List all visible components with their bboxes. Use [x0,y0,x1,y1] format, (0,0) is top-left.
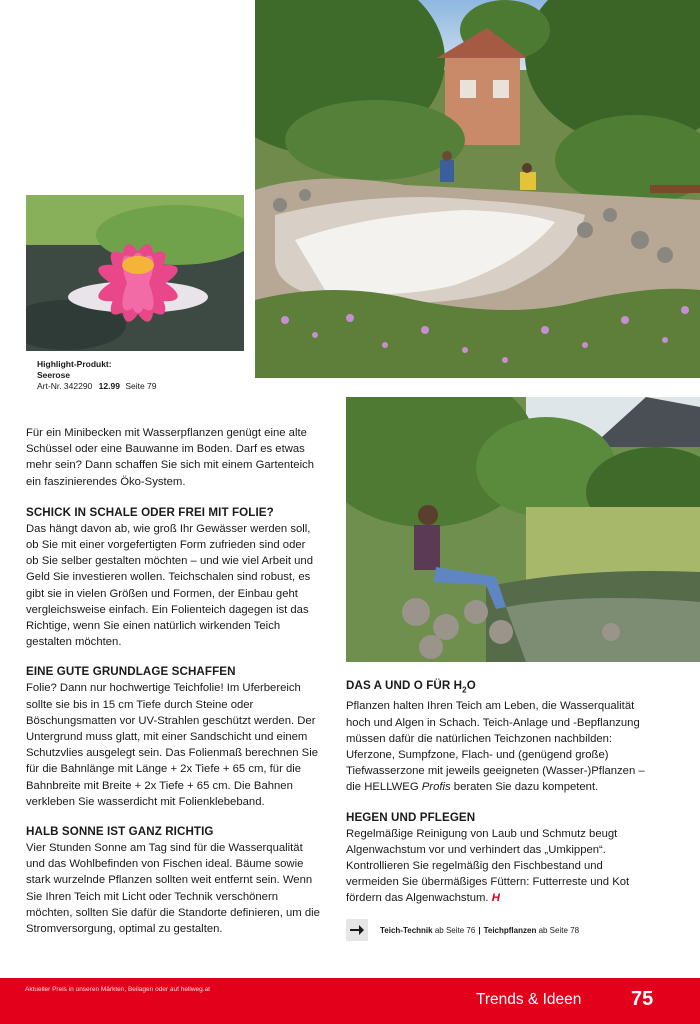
crossref-teich-technik[interactable] [380,926,475,935]
intro-paragraph: Für ein Minibecken mit Wasserpflanzen genügt eine alte Schüssel oder eine Bauwanne im Boden. Darf es etwas mehr sein? Dann schaffen Sie sich mit einem Gartenteich ein faszinierendes Öko-System. [26,427,315,488]
section-heading-care: HEGEN UND PFLEGEN [346,810,476,824]
page-number: 75 [631,988,654,1010]
footer-bar [0,978,700,1024]
cross-reference-bar [346,919,686,941]
caption-page-ref: Seite 79 [125,381,157,391]
woman-at-pond-photo [346,397,700,662]
section-body-h2o [346,698,656,795]
section-body-half-sun: Vier Stunden Sonne am Tag sind für die Wasserqualität und das Wohlbefinden von Fischen ideal. Bäume sowie stark wurzelnde Pflanzen sollten weit entfernt sein. Wenn Sie Ihren Teich mit Licht oder Technik verschönern möchten, sollten Sie dafür die Standorte definieren, um die Stromversorgung, optimal zu gestalten. [26,842,320,936]
crossref-link2-rest: ab Seite 78 [538,925,580,935]
caption-art-number: Art-Nr. 342290 [37,381,93,391]
caption-product: Seerose [37,370,71,380]
caption-price: 12.99 [98,381,120,391]
section-body-foundation: Folie? Dann nur hochwertige Teichfolie! Im Uferbereich sollte sie bis in 15 cm Tiefe durch Steine oder Böschungsmatten vor UV-Strahlen geschützt werden. Der Untergrund muss glatt, mit einer Sandschicht und einem Schutzvlies ausgelegt sein. Das Folienmaß berechnen Sie für die Bahnlänge mit Länge + 2x Tiefe + 65 cm, für die Bahnbreite mit Breite + 2x Tiefe + 65 cm. Die Bahnen verkleben Sie wasserdicht mit Folienklebeband. [26,682,318,808]
pond-construction-photo [255,0,700,378]
crossref-teichpflanzen[interactable] [484,926,579,935]
right-text-column [346,678,656,907]
section-heading-h2o [346,678,656,698]
arrow-right-icon [346,919,368,941]
brand-word-profis: Profis [421,781,451,794]
section-body-care [346,826,656,907]
footer-price-note: Aktueller Preis in unseren Märkten, Beilagen oder auf hellweg.at [25,986,210,993]
water-lily-photo [26,195,244,351]
h2o-heading-sub: 2 [462,685,467,695]
h2o-body-before: Pflanzen halten Ihren Teich am Leben, die Wasserqualität hoch und Algen in Schach. Teich-Anlage und -Bepflanzung müssen dafür die natürlichen Teichzonen nachbilden: Uferzone, Sumpfzone, Flach- und (genügend große) Tiefwasserzone mit jeweils geeigneten (Wasser-)Pflanzen – die HELLWEG [346,700,645,794]
crossref-link2-bold: Teichpflanzen [483,925,537,935]
section-heading-half-sun: HALB SONNE IST GANZ RICHTIG [26,825,214,839]
section-heading-bowl-or-liner: SCHICK IN SCHALE ODER FREI MIT FOLIE? [26,505,274,519]
crossref-separator: | [478,925,481,935]
crossref-link1-bold: Teich-Technik [380,925,433,935]
section-heading-foundation: EINE GUTE GRUNDLAGE SCHAFFEN [26,665,236,679]
section-body-bowl-or-liner: Das hängt davon ab, wie groß Ihr Gewässer werden soll, ob Sie mit einer vorgefertigten Form zufrieden sind oder ob Sie selber gestalten möchten – und wie viel Arbeit und Geld Sie investieren wollen. Teichschalen sind robust, es gibt sie in vielen Größen und Formen, der Einbau geht vergleichsweise einfach. Ein Folienteich dagegen ist das Richtige, wenn Sie einen natürlich wirkenden Teich gestalten möchten. [26,522,313,649]
footer-section-title: Trends & Ideen [476,991,582,1008]
hellweg-end-mark-icon: H [491,892,500,905]
h2o-body-after: beraten Sie dazu kompetent. [453,781,599,794]
left-text-column [26,425,321,937]
h2o-heading-pre: DAS A UND O FÜR H [346,679,463,692]
product-caption [37,359,247,392]
h2o-heading-post: O [466,679,476,692]
caption-title: Highlight-Produkt: [37,359,112,369]
care-body-text: Regelmäßige Reinigung von Laub und Schmutz beugt Algenwachstum vor und verhindert das „Umkippen“. Kontrollieren Sie regelmäßig den Fischbestand und vermeiden Sie übermäßiges Füttern: Futterreste und Kot fördern das Algenwachstum. [346,827,630,905]
crossref-link1-rest: ab Seite 76 [434,925,476,935]
